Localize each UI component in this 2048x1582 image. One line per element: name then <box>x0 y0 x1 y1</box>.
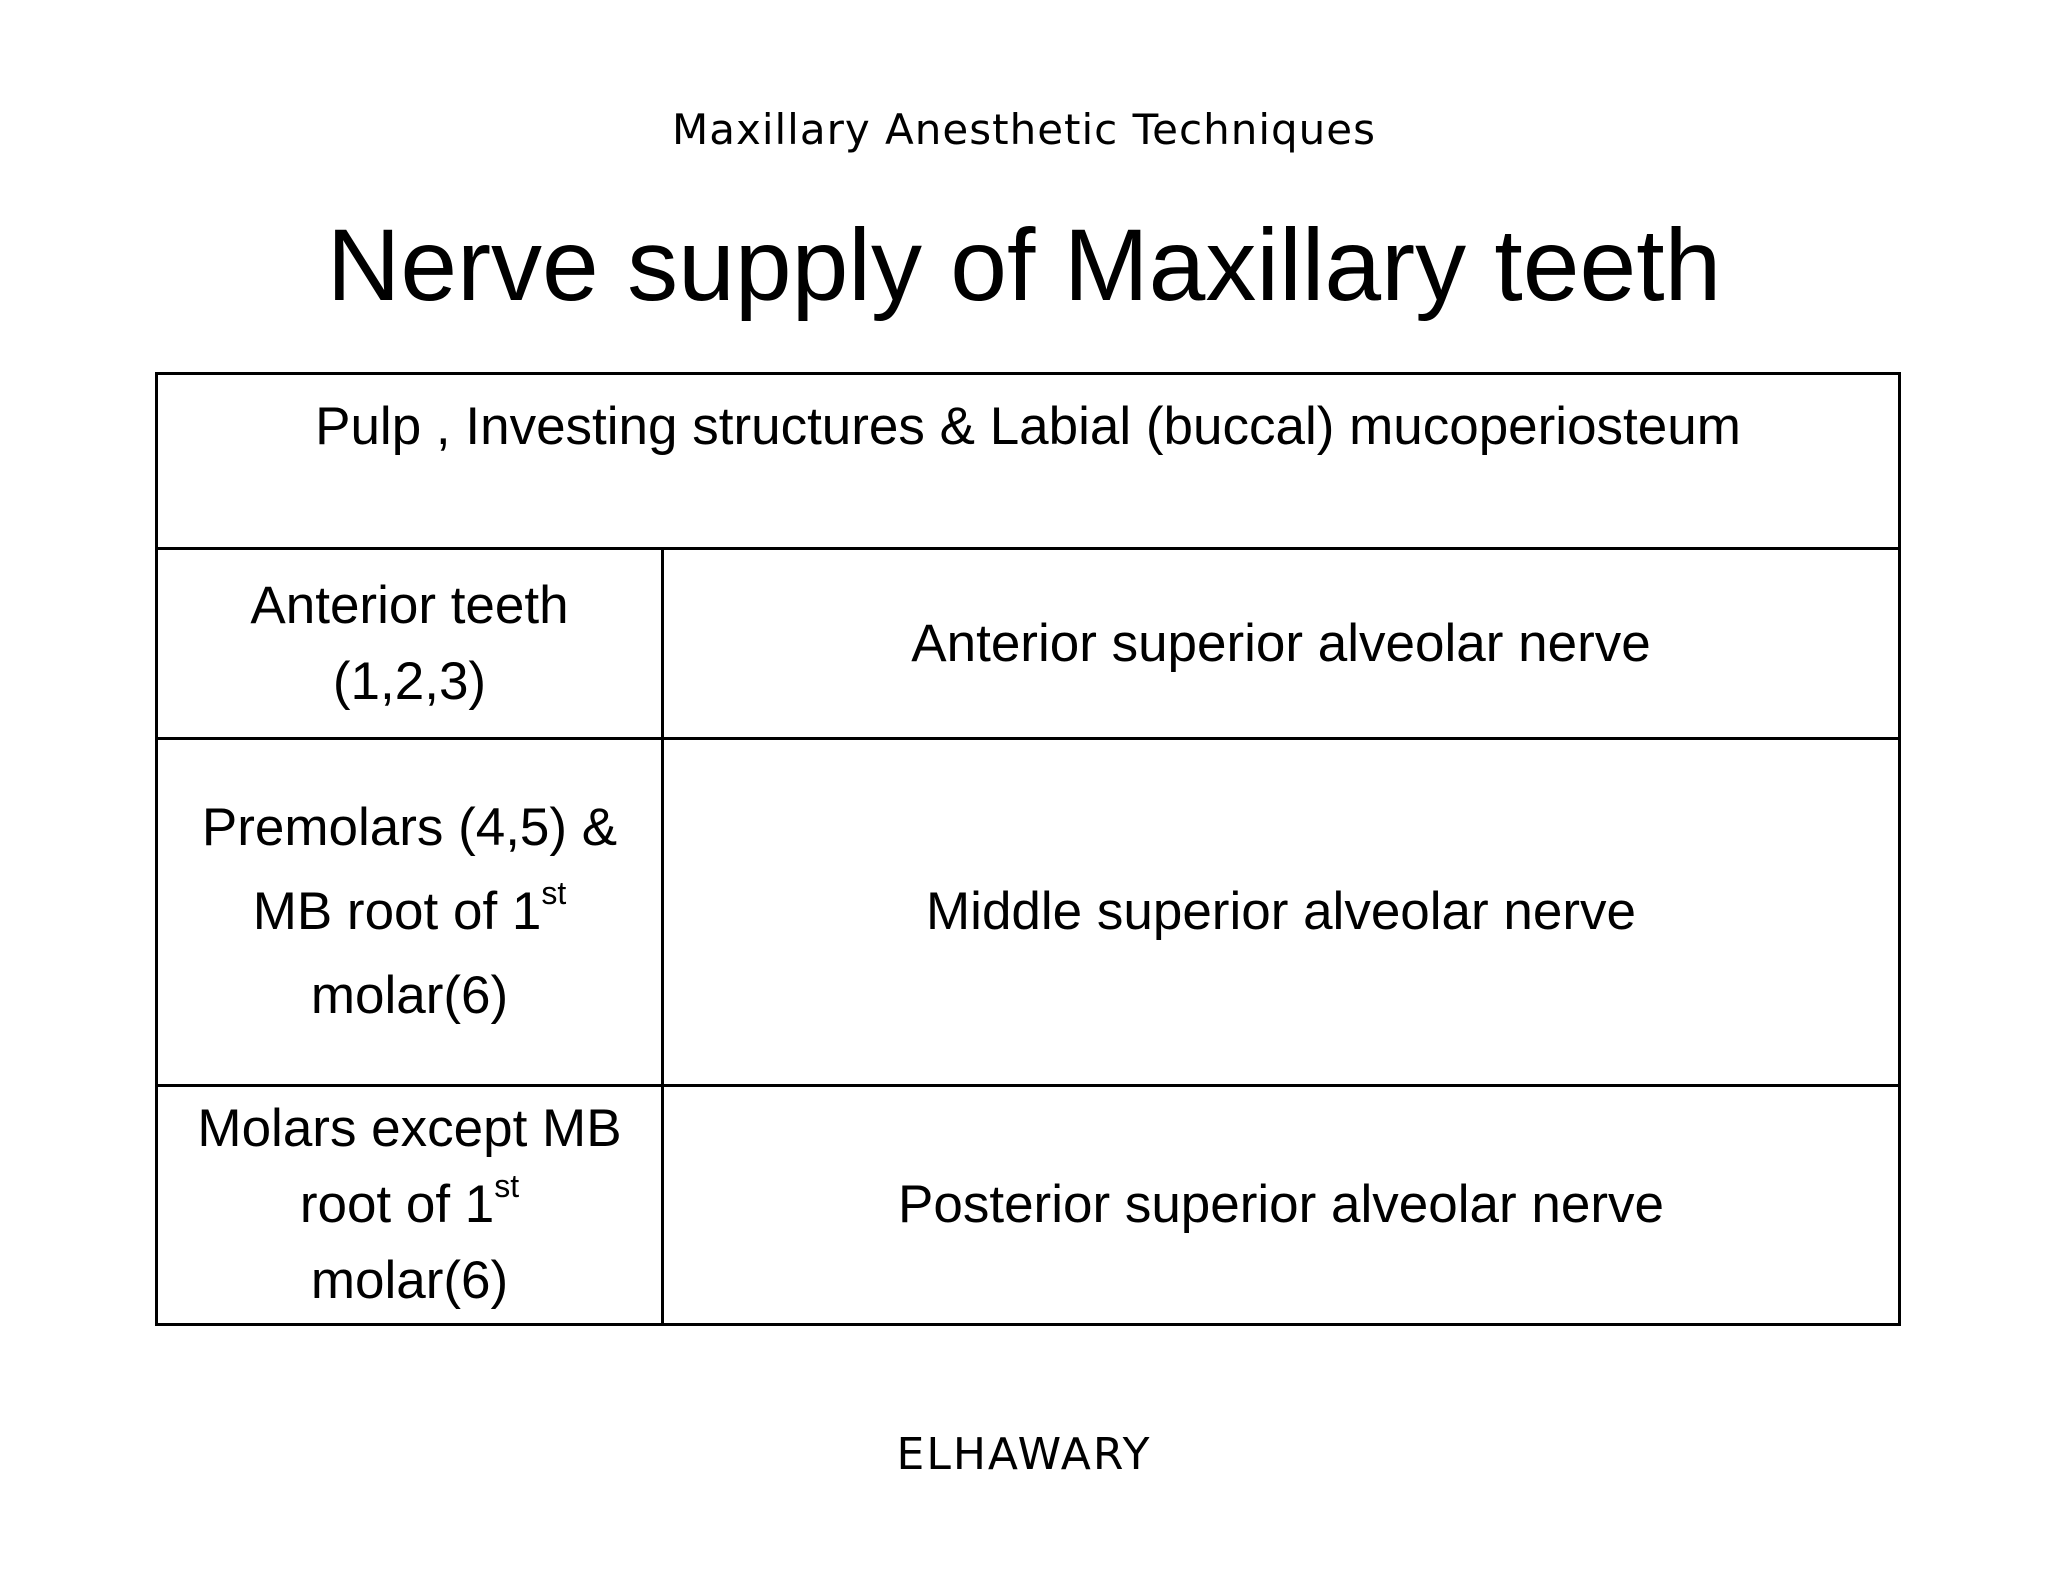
nerve-cell: Middle superior alveolar nerve <box>663 739 1900 1086</box>
table-row <box>157 739 1900 1086</box>
teeth-line <box>299 1168 520 1234</box>
nerve-cell: Anterior superior alveolar nerve <box>663 549 1900 739</box>
table-header-cell: Pulp , Investing structures & Labial (buccal) mucoperiosteum <box>157 374 1900 549</box>
teeth-line: Anterior teeth <box>250 575 569 635</box>
teeth-line-text: root of 1 <box>299 1175 495 1234</box>
teeth-line: Molars except MB <box>197 1099 622 1158</box>
table-header-row <box>157 374 1900 549</box>
teeth-line: molar(6) <box>310 966 509 1025</box>
ordinal-suffix: st <box>541 875 567 912</box>
teeth-line: (1,2,3) <box>332 651 487 711</box>
teeth-cell <box>157 1086 663 1325</box>
ordinal-suffix: st <box>494 1168 520 1205</box>
footer-author: ELHAWARY <box>896 1429 1152 1480</box>
header-subtitle: Maxillary Anesthetic Techniques <box>672 105 1376 154</box>
nerve-cell: Posterior superior alveolar nerve <box>663 1086 1900 1325</box>
teeth-cell <box>157 739 663 1086</box>
slide-title: Nerve supply of Maxillary teeth <box>326 208 1722 322</box>
teeth-line: molar(6) <box>310 1251 509 1310</box>
nerve-supply-table <box>155 372 1901 1326</box>
table-row <box>157 549 1900 739</box>
teeth-cell <box>157 549 663 739</box>
teeth-line: Premolars (4,5) & <box>201 798 618 857</box>
teeth-line <box>252 875 567 941</box>
teeth-line-text: MB root of 1 <box>252 882 542 941</box>
table-row <box>157 1086 1900 1325</box>
